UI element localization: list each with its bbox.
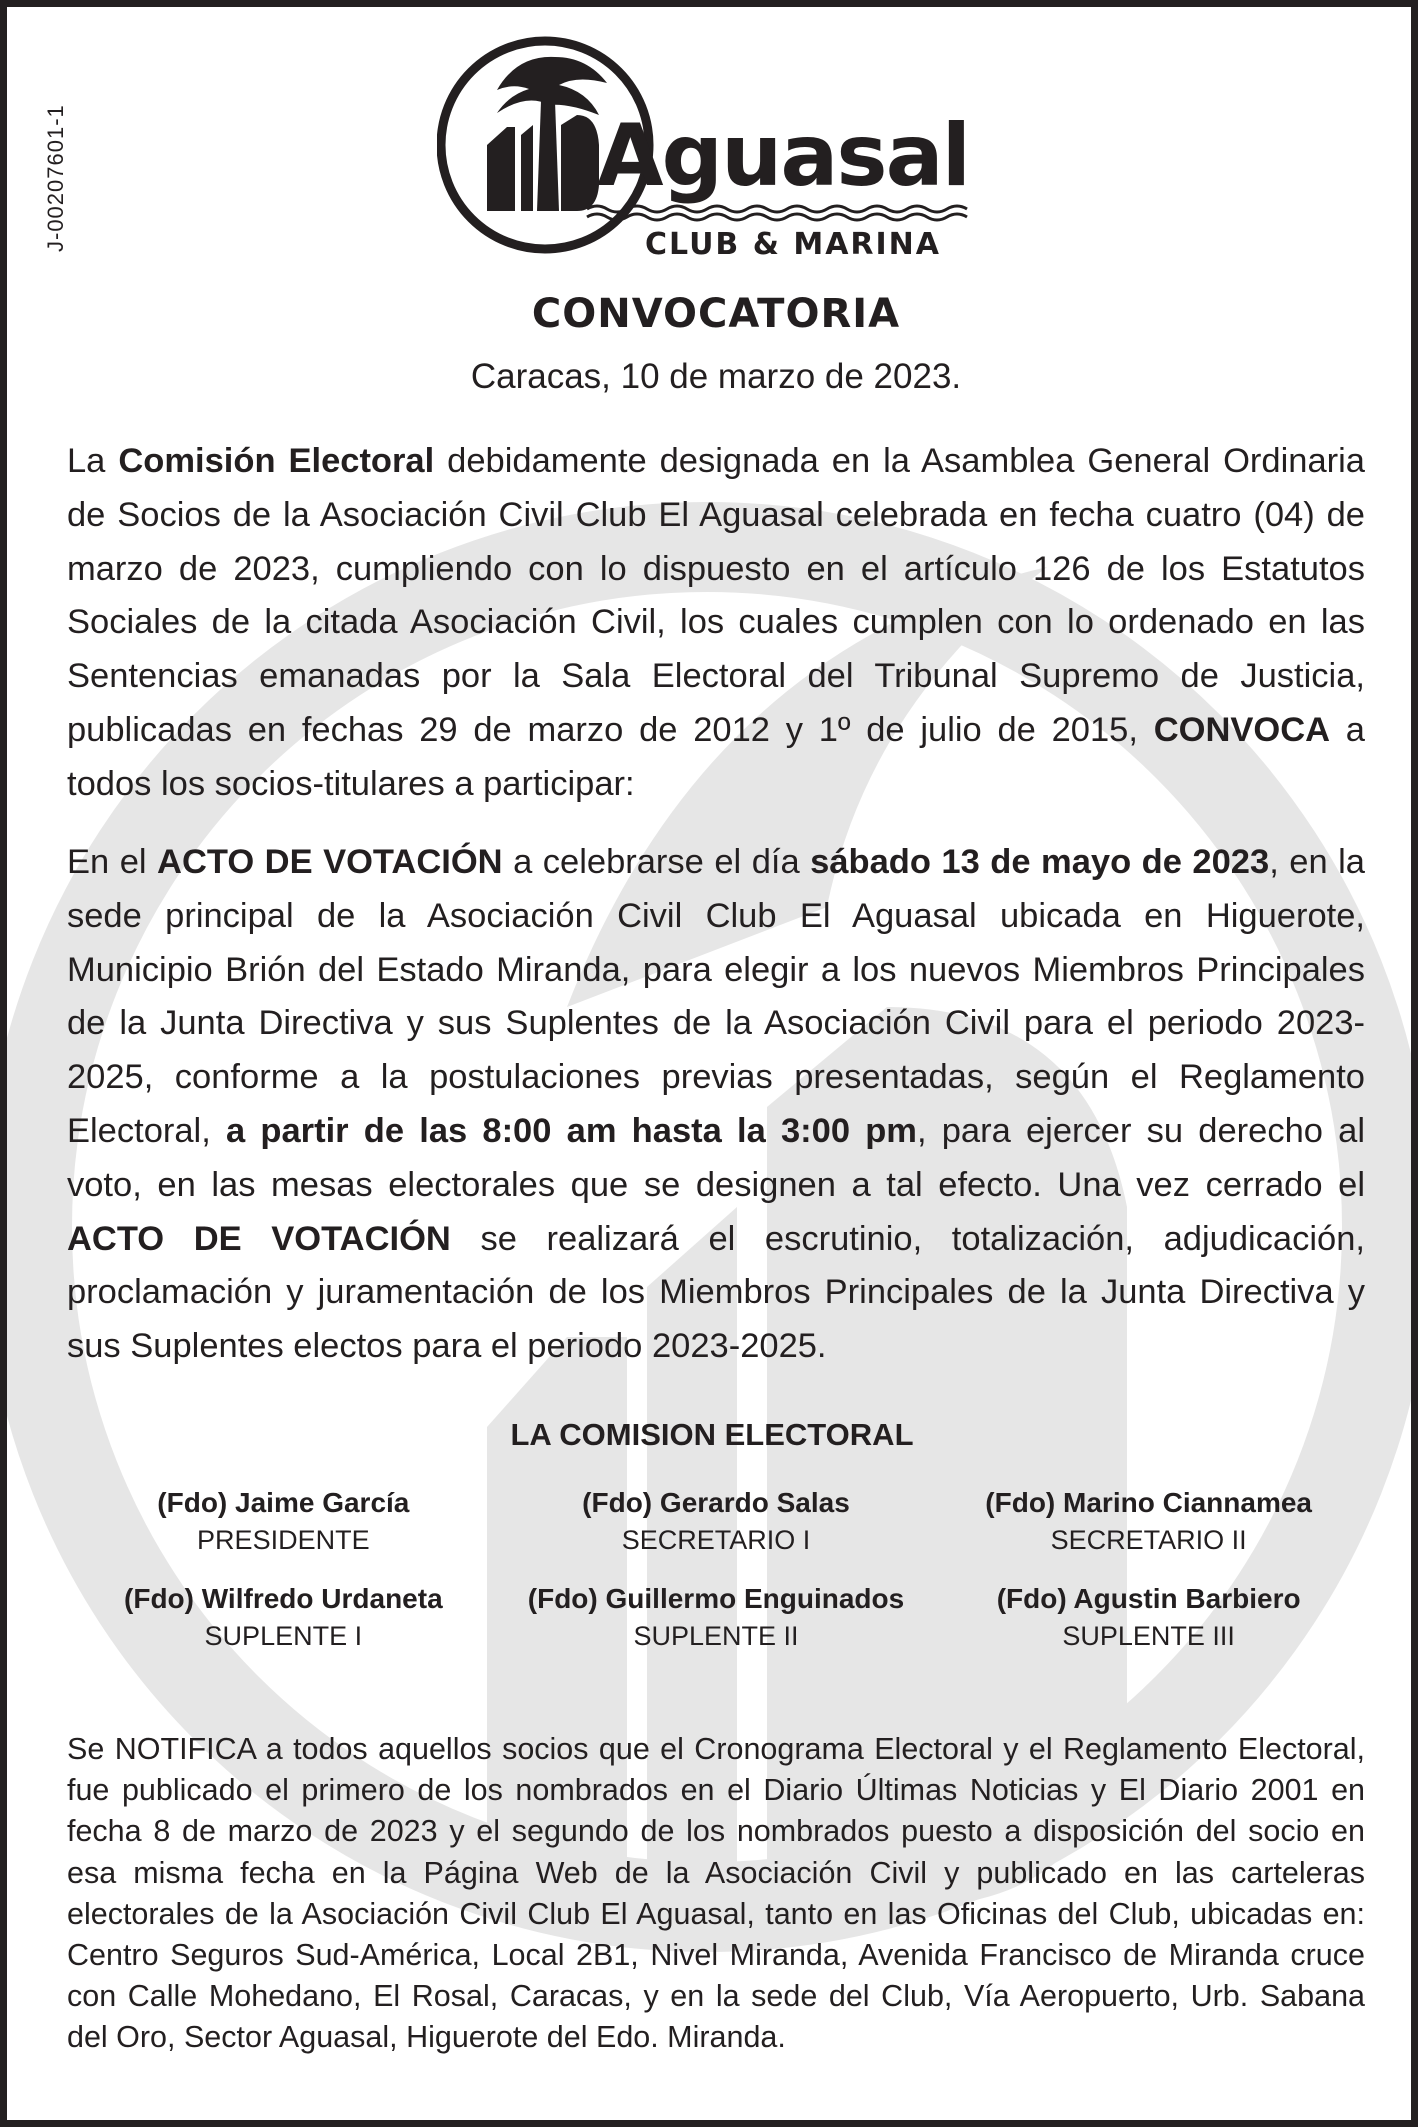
p1-tail: a todos los socios-titulares a participar: [67,710,1365,803]
p2-tail: se realizará el escrutinio, totalización, adjudicación, proclamación y juramentación de los Miembros Principales de la Junta Directiva y sus Suplentes electos para el periodo 2023-2025. [67,1219,1365,1366]
signer-name: (Fdo) Gerardo Salas [582,1487,850,1518]
signer-name: (Fdo) Marino Ciannamea [985,1487,1312,1518]
signer-alternate-1 [67,1581,500,1655]
notice-paragraph: Se NOTIFICA a todos aquellos socios que el Cronograma Electoral y el Reglamento Electoral, fue publicado el primero de los nombrados en el Diario Últimas Noticias y El Diario 2001 en fecha 8 de marzo de 2023 y el segundo de los nombrados puesto a disposición del socio en esa misma fecha en la Página Web de la Asociación Civil y publicado en las carteleras electorales de la Asociación Civil Club El Aguasal, tanto en las Oficinas del Club, ubicadas en: Centro Seguros Sud-América, Local 2B1, Nivel Miranda, Avenida Francisco de Miranda cruce con Calle Mohedano, El Rosal, Caracas, y en la sede del Club, Vía Aeropuerto, Urb. Sabana del Oro, Sector Aguasal, Higuerote del Edo. Miranda. [67,1732,1365,2055]
signer-name: (Fdo) Agustin Barbiero [996,1583,1301,1614]
p1-commission: Comisión Electoral [118,442,435,480]
signer-role: SECRETARIO I [621,1525,811,1555]
p2-mid1: a celebrarse el día [502,843,811,881]
signer-role: SUPLENTE III [1062,1621,1235,1651]
logo-subtitle: CLUB & MARINA [645,227,941,262]
signers-grid [67,1485,1365,1655]
commission-heading: LA COMISION ELECTORAL [510,1417,914,1452]
signer-name: (Fdo) Wilfredo Urdaneta [124,1583,443,1614]
p2-mid2: , en la sede principal de la Asociación Civil Club El Aguasal ubicada en Higuerote, Municipio Brión del Estado Miranda, para elegir a los nuevos Miembros Principales de la Junta Directiva y sus Suplentes de la Asociación Civil para el periodo 2023-2025, conforme a la postulaciones previas presentadas, según el Reglamento Electoral, [67,843,1365,1150]
signer-role: PRESIDENTE [197,1525,370,1555]
p2-mid3: , para ejercer su derecho al voto, en las mesas electorales que se designen a tal efecto. Una vez cerrado el [67,1111,1365,1204]
signer-role: SUPLENTE I [204,1621,363,1651]
p2-lead: En el [67,843,158,881]
p1-body: debidamente designada en la Asamblea General Ordinaria de Socios de la Asociación Civil Club El Aguasal celebrada en fecha cuatro (04) de marzo de 2023, cumpliendo con lo dispuesto en el artículo 126 de los Estatutos Sociales de la citada Asociación Civil, los cuales cumplen con lo ordenado en las Sentencias emanadas por la Sala Electoral del Tribunal Supremo de Justicia, publicadas en fechas 29 de marzo de 2012 y 1º de julio de 2015, [67,442,1365,749]
signer-secretary-2 [932,1485,1365,1559]
signer-role: SUPLENTE II [633,1621,799,1651]
p2-acto2: ACTO DE VOTACIÓN [67,1219,451,1258]
signer-alternate-3 [932,1581,1365,1655]
signer-president [67,1485,500,1559]
aguasal-logo [437,35,997,265]
signer-name: (Fdo) Jaime García [157,1487,410,1518]
dateline: Caracas, 10 de marzo de 2023. [470,357,962,396]
signer-alternate-2 [500,1581,933,1655]
p1-convoca: CONVOCA [1153,710,1331,749]
signer-name: (Fdo) Guillermo Enguinados [527,1583,905,1614]
p2-time: a partir de las 8:00 am hasta la 3:00 pm [226,1111,917,1150]
voting-paragraph [67,836,1365,1374]
p2-date: sábado 13 de mayo de 2023 [810,843,1270,881]
p2-acto: ACTO DE VOTACIÓN [157,843,503,881]
tax-id: J-00207601-1 [43,104,68,252]
logo-wordmark: Aguasal [597,106,970,206]
page-title: CONVOCATORIA [531,291,901,337]
signer-secretary-1 [500,1485,933,1559]
p1-lead: La [67,442,119,480]
signer-role: SECRETARIO II [1050,1525,1247,1555]
convocation-paragraph [67,435,1365,812]
